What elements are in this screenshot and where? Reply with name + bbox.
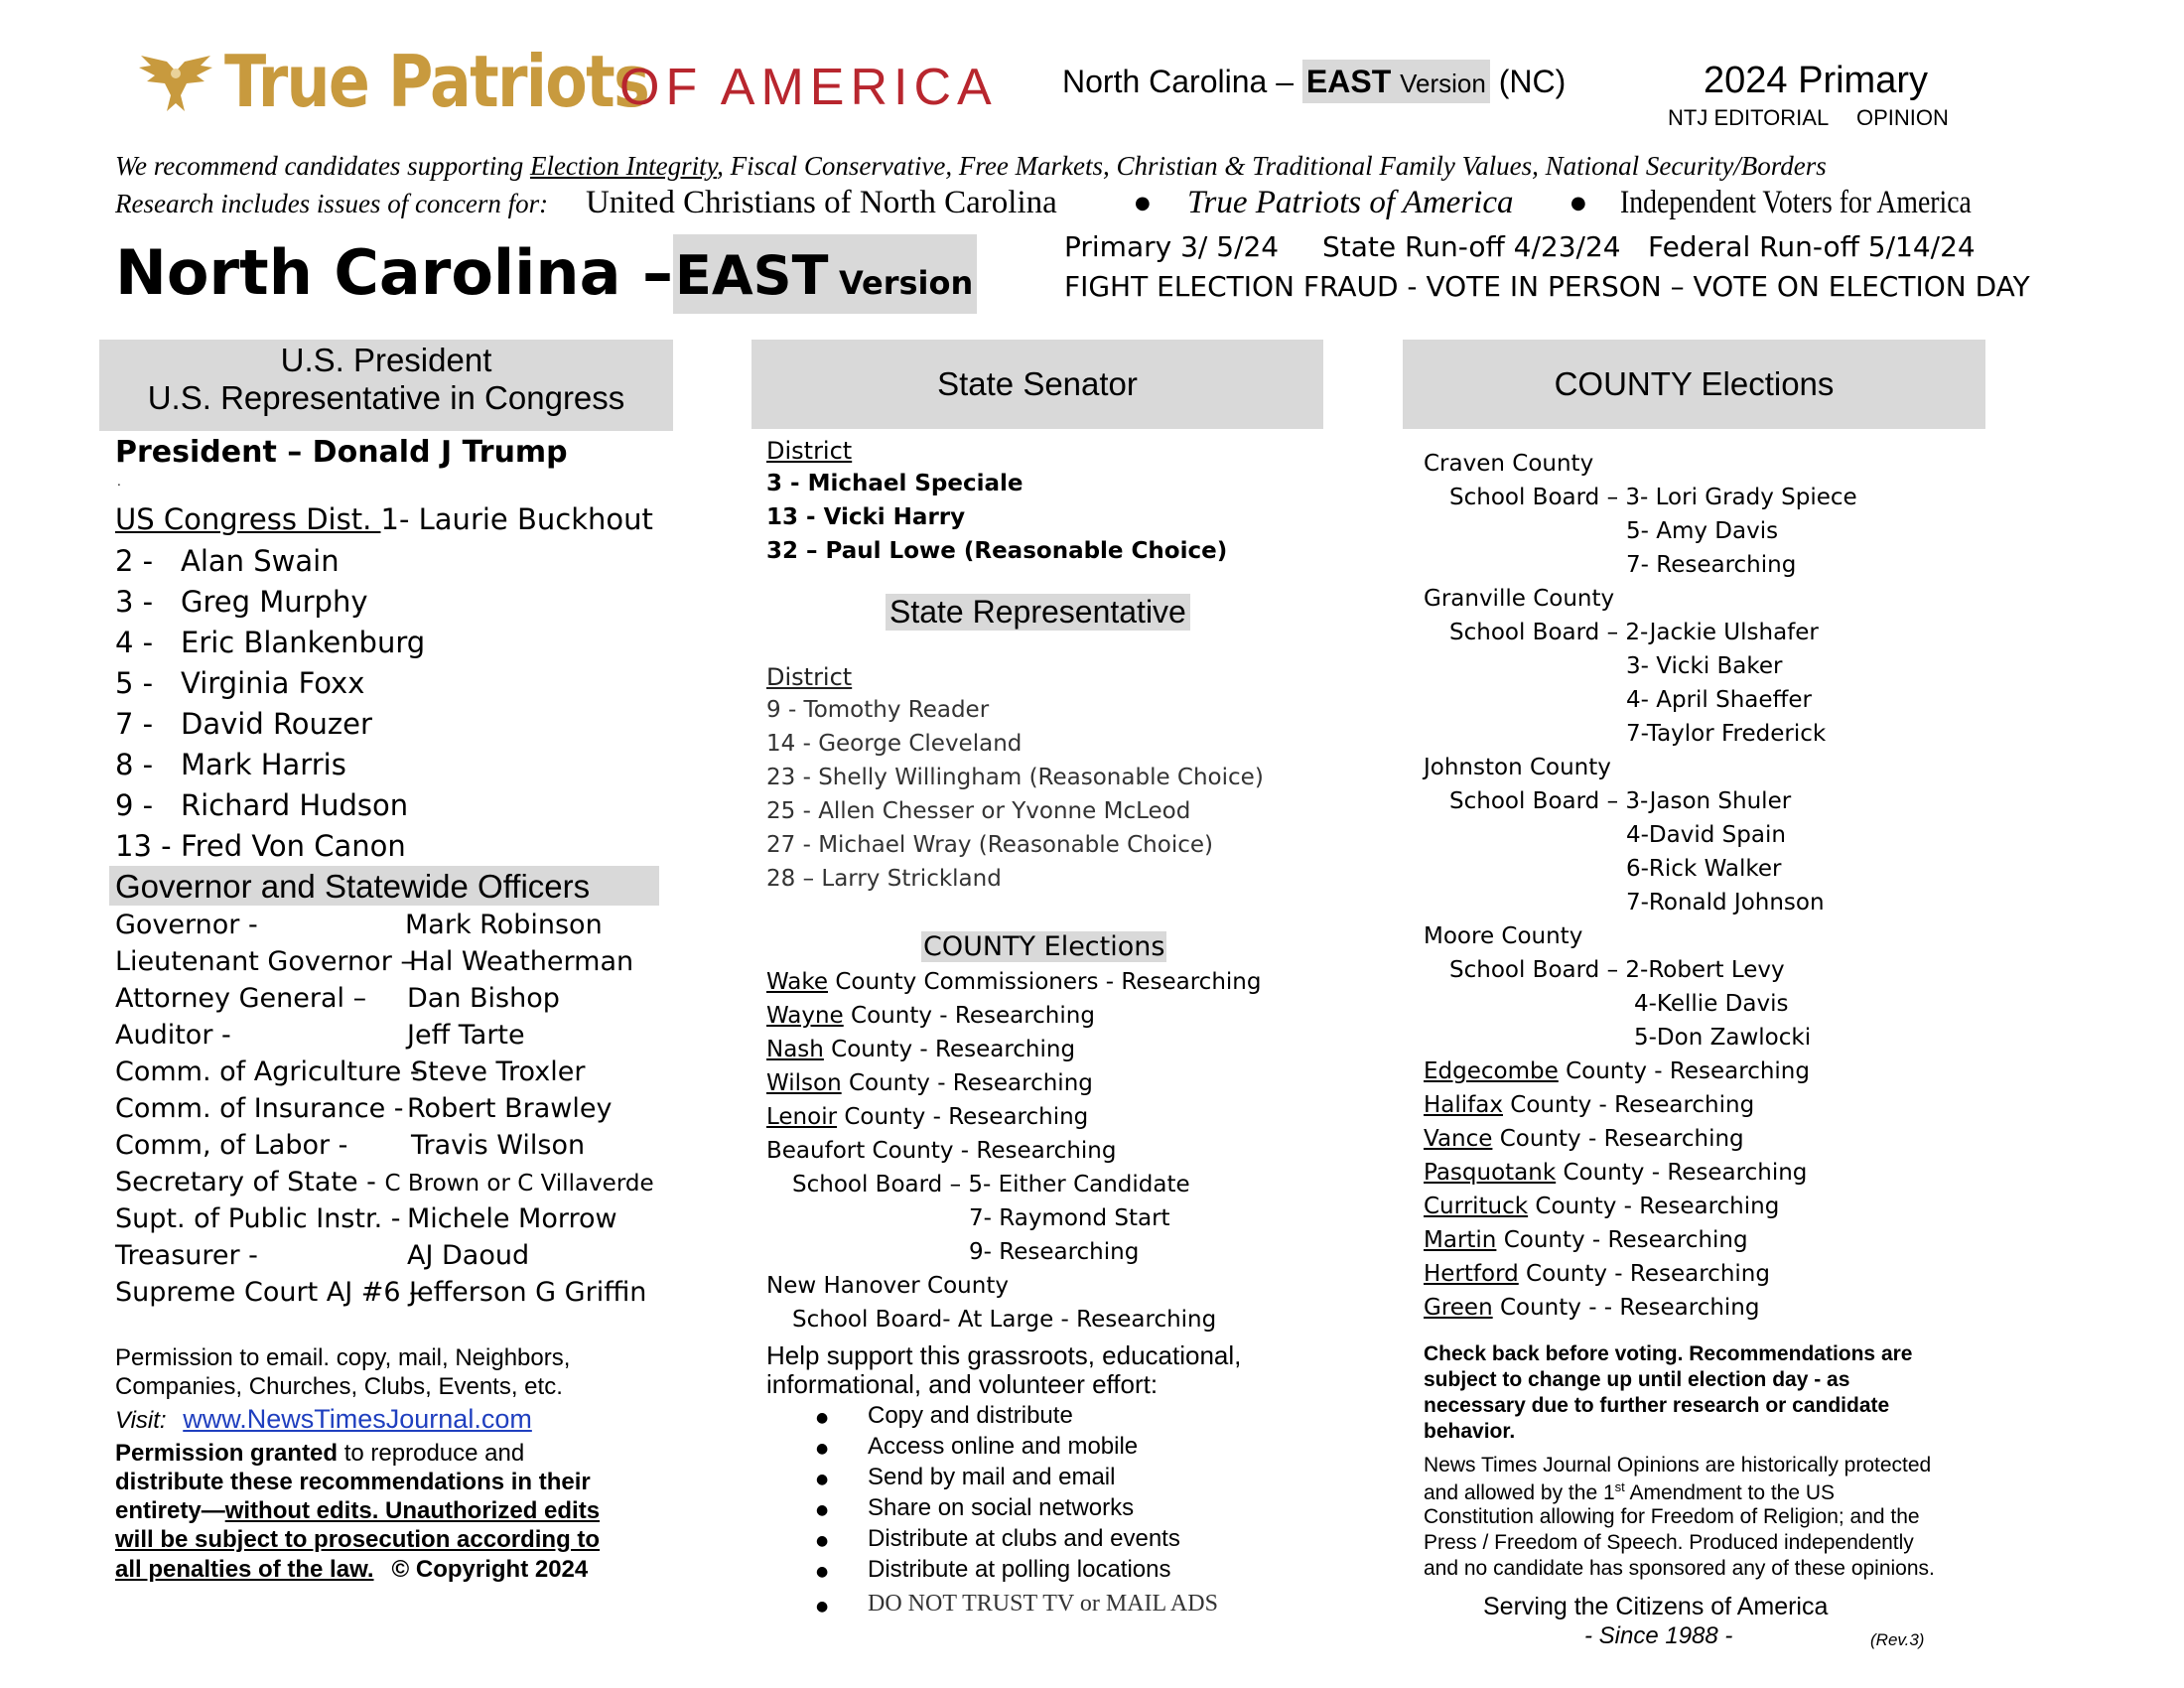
bullet-item: Distribute at clubs and events: [868, 1525, 1180, 1552]
school-board-item: 7-Taylor Frederick: [1626, 721, 1827, 747]
bullet-item: Share on social networks: [868, 1494, 1135, 1521]
county-item: [1424, 1092, 1754, 1118]
school-board-item: School Board – 3- Lori Grady Spiece: [1449, 485, 1857, 510]
bullet-item: Copy and distribute: [868, 1402, 1073, 1429]
district-number: 8 -: [115, 748, 154, 781]
list-item: [181, 748, 346, 781]
county-item: [1424, 1261, 1770, 1287]
serving-line: Serving the Citizens of America: [1483, 1593, 1829, 1620]
editorial-label: NTJ EDITORIAL: [1668, 105, 1830, 130]
school-board-item: 7- Researching: [1626, 552, 1797, 578]
note-sup: st: [1614, 1479, 1625, 1494]
bullet-icon: ●: [816, 1502, 829, 1518]
district-number: 5 -: [115, 666, 154, 700]
rep-item: 9 - Tomothy Reader: [766, 697, 990, 723]
col2-county-header: COUNTY Elections: [923, 931, 1165, 962]
school-board-item: 4-David Spain: [1626, 822, 1786, 848]
school-board-item: School Board – 5- Either Candidate: [792, 1172, 1190, 1197]
senator-item: 13 - Vicki Harry: [766, 504, 966, 530]
county-name: Nash: [766, 1037, 824, 1062]
website-link[interactable]: www.NewsTimesJournal.com: [183, 1404, 532, 1434]
org-united-christians: United Christians of North Carolina: [586, 185, 1057, 220]
permission-warning: without edits. Unauthorized edits: [224, 1497, 601, 1524]
visit-line: [115, 1404, 532, 1435]
help-line: informational, and volunteer effort:: [766, 1369, 1159, 1399]
opinion-label: OPINION: [1856, 105, 1949, 130]
permission-line: Permission to email. copy, mail, Neighbors,: [115, 1344, 571, 1371]
county-name: Wilson: [766, 1070, 842, 1096]
county-name: Lenoir: [766, 1104, 838, 1130]
school-board-item: 7-Ronald Johnson: [1626, 890, 1825, 915]
bullet-icon: ●: [816, 1441, 829, 1457]
rep-item: 25 - Allen Chesser or Yvonne McLeod: [766, 798, 1191, 824]
edition-east: EAST: [1305, 64, 1392, 99]
officer-title: Comm, of Labor -: [115, 1130, 348, 1161]
list-item: [181, 707, 372, 741]
bullet-item: Send by mail and email: [868, 1464, 1116, 1490]
note-line: Constitution allowing for Freedom of Religion; and the: [1424, 1505, 1920, 1528]
officer-title: Auditor -: [115, 1020, 231, 1051]
school-board-item: School Board – 2-Robert Levy: [1449, 957, 1785, 983]
help-line: Help support this grassroots, educational,: [766, 1340, 1242, 1370]
spacer-dot: .: [117, 475, 121, 489]
county-status: County - Researching: [1518, 1261, 1770, 1287]
list-item: [115, 788, 153, 822]
list-item: [181, 788, 408, 822]
district-number: 2 -: [115, 544, 154, 578]
school-board-item: 9- Researching: [969, 1239, 1140, 1265]
permission-line: [115, 1556, 588, 1584]
edition-suffix: (NC): [1498, 64, 1567, 99]
permission-granted: Permission granted: [115, 1440, 339, 1467]
bullet-item: Distribute at polling locations: [868, 1556, 1171, 1583]
bullet-icon: ●: [816, 1410, 829, 1426]
county-item: [766, 1003, 1095, 1029]
edition-title: [1062, 64, 1566, 100]
candidate-name: David Rouzer: [181, 707, 372, 741]
officer-title: Attorney General –: [115, 983, 367, 1014]
list-item: [181, 544, 340, 578]
logo-true-patriots: True Patriots: [224, 40, 649, 123]
school-board-item: 5- Amy Davis: [1626, 518, 1779, 544]
list-item: [115, 666, 153, 700]
main-east: EAST: [675, 244, 829, 307]
rep-item: 28 – Larry Strickland: [766, 866, 1002, 892]
county-status: County - Researching: [1528, 1194, 1780, 1219]
district-number: 7 -: [115, 707, 154, 741]
permission-line: [115, 1440, 524, 1468]
candidate-name: Greg Murphy: [181, 585, 368, 619]
col2-header-label: State Senator: [937, 365, 1138, 402]
officer-title: Treasurer -: [115, 1240, 258, 1271]
county-item: [766, 1070, 1093, 1096]
permission-line: will be subject to prosecution according to: [115, 1526, 601, 1553]
officer-name: Travis Wilson: [411, 1130, 586, 1161]
bullet-item-warning: DO NOT TRUST TV or MAIL ADS: [868, 1591, 1218, 1617]
school-board-item: 6-Rick Walker: [1626, 856, 1782, 882]
list-item: [115, 829, 172, 863]
county-name: Wayne: [766, 1003, 844, 1029]
revision-label: (Rev.3): [1870, 1630, 1925, 1649]
col3-header-label: COUNTY Elections: [1554, 365, 1835, 402]
note-line: Press / Freedom of Speech. Produced independently: [1424, 1531, 1914, 1554]
list-item: [181, 626, 425, 659]
list-item: [115, 544, 153, 578]
rep-item: 23 - Shelly Willingham (Reasonable Choice): [766, 765, 1264, 790]
edition-east-highlight: [1302, 60, 1490, 103]
bullet-icon: ●: [1570, 193, 1586, 213]
county-item: Beaufort County - Researching: [766, 1138, 1117, 1164]
recommend-pre: We recommend candidates supporting: [115, 151, 530, 181]
permission-text: to reproduce and: [338, 1440, 525, 1467]
list-item: [181, 829, 406, 863]
officer-title: Supreme Court AJ #6 –: [115, 1277, 423, 1308]
county-status: County - Researching: [1502, 1092, 1755, 1118]
county-name: Martin: [1424, 1227, 1497, 1253]
officer-title: Comm. of Agriculture -: [115, 1056, 420, 1087]
state-runoff: State Run-off 4/23/24: [1322, 230, 1621, 263]
school-board-item: 3- Vicki Baker: [1626, 653, 1783, 679]
officer-name: Michele Morrow: [407, 1203, 617, 1234]
county-status: County - Researching: [841, 1070, 1093, 1096]
officer-title: Lieutenant Governor –: [115, 946, 414, 977]
list-item: [115, 585, 153, 619]
senator-item: 3 - Michael Speciale: [766, 471, 1024, 496]
list-item: [115, 626, 153, 659]
rep-item: 27 - Michael Wray (Reasonable Choice): [766, 832, 1213, 858]
district-number: 13 -: [115, 829, 172, 863]
research-line: [115, 189, 548, 219]
county-name: Wake: [766, 969, 829, 995]
note-line: behavior.: [1424, 1420, 1516, 1443]
copyright: © Copyright 2024: [391, 1556, 589, 1583]
main-version: Version: [839, 264, 974, 302]
list-item: [181, 666, 364, 700]
county-item: [766, 969, 1261, 995]
list-item: [115, 748, 153, 781]
federal-runoff: Federal Run-off 5/14/24: [1648, 230, 1976, 263]
officer-name: AJ Daoud: [407, 1240, 530, 1271]
school-board-item: 7- Raymond Start: [969, 1205, 1170, 1231]
secretary-of-state: [115, 1167, 654, 1197]
district-number: 4 -: [115, 626, 154, 659]
school-board-item: School Board – 3-Jason Shuler: [1449, 788, 1792, 814]
bullet-icon: ●: [816, 1599, 829, 1615]
main-title: North Carolina –: [115, 236, 673, 309]
recommend-line: [115, 151, 1827, 182]
congress-label: US Congress Dist.: [115, 502, 381, 536]
note-line: subject to change up until election day - as: [1424, 1368, 1850, 1391]
state-rep-header: State Representative: [886, 594, 1190, 631]
permission-line: distribute these recommendations in their: [115, 1469, 591, 1495]
officer-title: Comm. of Insurance -: [115, 1093, 404, 1124]
county-name: Pasquotank: [1424, 1160, 1557, 1186]
congress-dist-1: 1- Laurie Buckhout: [380, 502, 653, 536]
recommend-post: , Fiscal Conservative, Free Markets, Christian & Traditional Family Values, National Security/Borders: [717, 151, 1827, 181]
candidate-name: Mark Harris: [181, 748, 346, 781]
school-board-item: 5-Don Zawlocki: [1634, 1025, 1812, 1051]
county-name: Currituck: [1424, 1194, 1529, 1219]
county-item: [1424, 1295, 1759, 1321]
bullet-icon: ●: [1135, 193, 1151, 213]
county-status: County - Researching: [1558, 1058, 1810, 1084]
col3-header: [1403, 340, 1985, 429]
permission-warning: all penalties of the law.: [115, 1556, 374, 1583]
district-number: 3 -: [115, 585, 154, 619]
county-status: County - Researching: [843, 1003, 1095, 1029]
org-independent-voters: Independent Voters for America: [1620, 185, 1972, 220]
rep-item: 14 - George Cleveland: [766, 731, 1023, 757]
county-status: County Commissioners - Researching: [828, 969, 1262, 995]
county-name: Green: [1424, 1295, 1493, 1321]
edition-prefix: North Carolina –: [1062, 64, 1302, 99]
county-name: Moore County: [1424, 923, 1583, 949]
senate-district-label: District: [766, 437, 853, 465]
bullet-icon: ●: [816, 1533, 829, 1549]
col2-header: [751, 340, 1323, 429]
officer-name: Hal Weatherman: [409, 946, 634, 977]
county-status: County - Researching: [837, 1104, 1089, 1130]
county-name: Granville County: [1424, 586, 1615, 612]
school-board-item: School Board – 2-Jackie Ulshafer: [1449, 620, 1819, 645]
officer-name: Robert Brawley: [407, 1093, 613, 1124]
school-board-item: 4- April Shaeffer: [1626, 687, 1812, 713]
permission-line: Companies, Churches, Clubs, Events, etc.: [115, 1373, 563, 1400]
permission-line: [115, 1497, 600, 1525]
rep-district-label: District: [766, 663, 853, 691]
eagle-logo-icon: [137, 52, 214, 115]
county-name: Johnston County: [1424, 755, 1611, 780]
county-item: [1424, 1058, 1810, 1084]
school-board-item: 4-Kellie Davis: [1634, 991, 1789, 1017]
col1-header-line1: U.S. President: [280, 342, 492, 378]
election-integrity-link: Election Integrity: [529, 151, 718, 181]
officer-title: Supt. of Public Instr. -: [115, 1203, 401, 1234]
note-text: Amendment to the US: [1624, 1481, 1836, 1504]
county-item: [766, 1104, 1088, 1130]
county-item: [1424, 1194, 1779, 1219]
list-item: [181, 585, 368, 619]
county-status: County - Researching: [1492, 1126, 1744, 1152]
candidate-name: Virginia Foxx: [181, 666, 365, 700]
candidate-name: Alan Swain: [181, 544, 340, 578]
officer-name: Jeff Tarte: [407, 1020, 525, 1051]
note-line: Check back before voting. Recommendations are: [1424, 1342, 1913, 1365]
county-name: Halifax: [1424, 1092, 1503, 1118]
congress-header: [115, 502, 653, 536]
senator-item: 32 – Paul Lowe (Reasonable Choice): [766, 538, 1228, 564]
edition-version: Version: [1400, 69, 1486, 98]
permission-text: entirety—: [115, 1497, 225, 1524]
county-item: New Hanover County: [766, 1273, 1009, 1299]
col1-header-line2: U.S. Representative in Congress: [147, 379, 625, 416]
county-item: [1424, 1126, 1744, 1152]
officer-title: Governor -: [115, 910, 258, 940]
note-text: and allowed by the 1: [1424, 1481, 1615, 1504]
county-name: Vance: [1424, 1126, 1493, 1152]
county-status: County - - Researching: [1492, 1295, 1760, 1321]
candidate-name: Eric Blankenburg: [181, 626, 426, 659]
county-item: [1424, 1160, 1807, 1186]
officer-name: Jefferson G Griffin: [409, 1277, 647, 1308]
bullet-icon: ●: [816, 1472, 829, 1487]
bullet-icon: ●: [816, 1564, 829, 1580]
officer-title: Secretary of State -: [115, 1167, 385, 1197]
primary-title: 2024 Primary: [1704, 60, 1928, 101]
bullet-item: Access online and mobile: [868, 1433, 1139, 1460]
research-label: Research includes issues of concern for:: [115, 189, 549, 218]
col1-header: [99, 340, 673, 431]
logo-of-america: OF AMERICA: [619, 59, 998, 116]
county-name: Hertford: [1424, 1261, 1519, 1287]
note-line: [1424, 1479, 1835, 1505]
list-item: [115, 707, 153, 741]
note-line: News Times Journal Opinions are historically protected: [1424, 1454, 1932, 1477]
county-name: Edgecombe: [1424, 1058, 1559, 1084]
candidate-name: Richard Hudson: [181, 788, 409, 822]
school-board-item: School Board- At Large - Researching: [792, 1307, 1217, 1333]
slogan: FIGHT ELECTION FRAUD - VOTE IN PERSON – VOTE ON ELECTION DAY: [1064, 270, 2030, 303]
since-line: - Since 1988 -: [1584, 1622, 1733, 1649]
officer-name: C Brown or C Villaverde: [384, 1171, 654, 1196]
note-line: and no candidate has sponsored any of these opinions.: [1424, 1557, 1935, 1580]
org-true-patriots: True Patriots of America: [1187, 185, 1514, 220]
county-name: Craven County: [1424, 451, 1594, 477]
candidate-name: Fred Von Canon: [181, 829, 406, 863]
officer-name: Steve Troxler: [411, 1056, 586, 1087]
county-item: [766, 1037, 1075, 1062]
county-status: County - Researching: [1556, 1160, 1808, 1186]
district-number: 9 -: [115, 788, 154, 822]
primary-date: Primary 3/ 5/24: [1064, 230, 1280, 263]
president: President – Donald J Trump: [115, 435, 568, 470]
county-status: County - Researching: [1496, 1227, 1748, 1253]
note-line: necessary due to further research or candidate: [1424, 1394, 1890, 1417]
officer-name: Mark Robinson: [405, 910, 603, 940]
county-item: [1424, 1227, 1748, 1253]
county-status: County - Researching: [823, 1037, 1076, 1062]
visit-label: Visit:: [115, 1407, 167, 1434]
officer-name: Dan Bishop: [407, 983, 560, 1014]
gov-header: Governor and Statewide Officers: [115, 868, 591, 905]
